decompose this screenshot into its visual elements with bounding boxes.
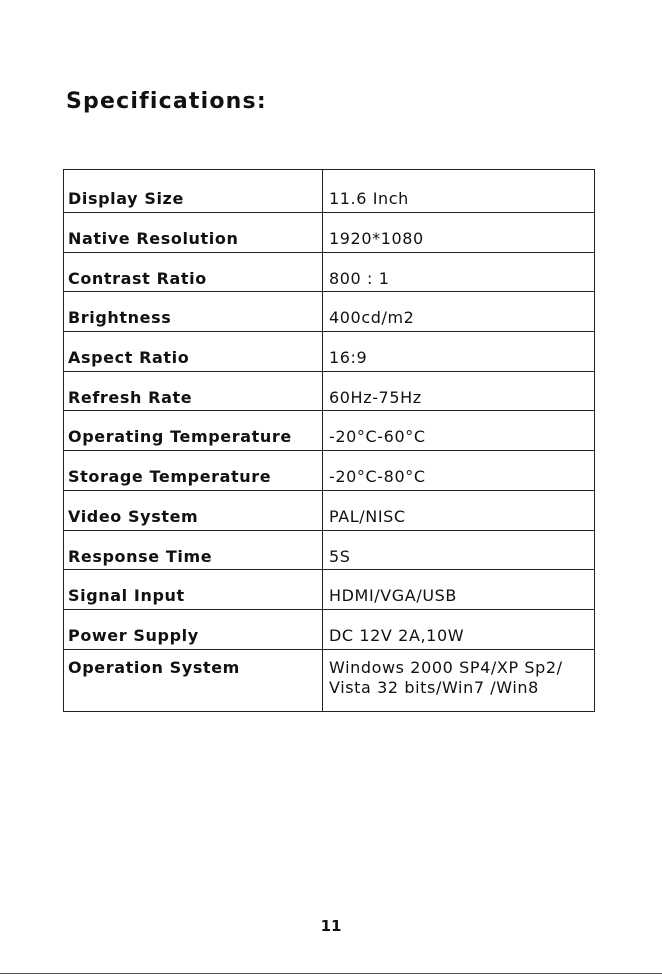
spec-label: Display Size (64, 170, 323, 213)
spec-value: 16:9 (323, 332, 595, 372)
spec-value: 5S (323, 530, 595, 570)
spec-label: Signal Input (64, 570, 323, 610)
spec-row-video-system (64, 490, 595, 530)
spec-value: 1920*1080 (323, 213, 595, 253)
spec-row-operation-system (64, 649, 595, 711)
spec-value: 60Hz-75Hz (323, 371, 595, 411)
spec-value: HDMI/VGA/USB (323, 570, 595, 610)
spec-value: 800 : 1 (323, 252, 595, 292)
spec-label: Brightness (64, 292, 323, 332)
spec-label: Refresh Rate (64, 371, 323, 411)
spec-row-storage-temperature (64, 451, 595, 491)
spec-value: -20°C-80°C (323, 451, 595, 491)
spec-label: Operation System (64, 649, 323, 711)
spec-value: DC 12V 2A,10W (323, 609, 595, 649)
spec-row-native-resolution (64, 213, 595, 253)
spec-value: 11.6 Inch (329, 189, 409, 208)
specifications-table (63, 169, 595, 712)
spec-label: Aspect Ratio (64, 332, 323, 372)
spec-label: Video System (64, 490, 323, 530)
spec-row-contrast-ratio (64, 252, 595, 292)
spec-value-line-2: Vista 32 bits/Win7 /Win8 (329, 677, 539, 697)
spec-value-line-1: Windows 2000 SP4/XP Sp2/ (329, 657, 563, 677)
spec-row-signal-input (64, 570, 595, 610)
spec-value: PAL/NISC (323, 490, 595, 530)
page-number: 11 (320, 917, 342, 935)
spec-row-refresh-rate (64, 371, 595, 411)
spec-label: Storage Temperature (64, 451, 323, 491)
spec-row-power-supply (64, 609, 595, 649)
spec-row-response-time (64, 530, 595, 570)
spec-value: -20°C-60°C (323, 411, 595, 451)
bottom-divider (0, 973, 662, 974)
spec-label: Operating Temperature (64, 411, 323, 451)
spec-label: Contrast Ratio (64, 252, 323, 292)
spec-row-aspect-ratio (64, 332, 595, 372)
spec-row-brightness (64, 292, 595, 332)
spec-row-operating-temperature (64, 411, 595, 451)
spec-label: Native Resolution (64, 213, 323, 253)
spec-value (323, 649, 595, 711)
spec-label: Response Time (64, 530, 323, 570)
spec-row-display-size (64, 170, 595, 213)
spec-value: 400cd/m2 (323, 292, 595, 332)
page-title: Specifications: (66, 89, 267, 114)
spec-label: Power Supply (64, 609, 323, 649)
